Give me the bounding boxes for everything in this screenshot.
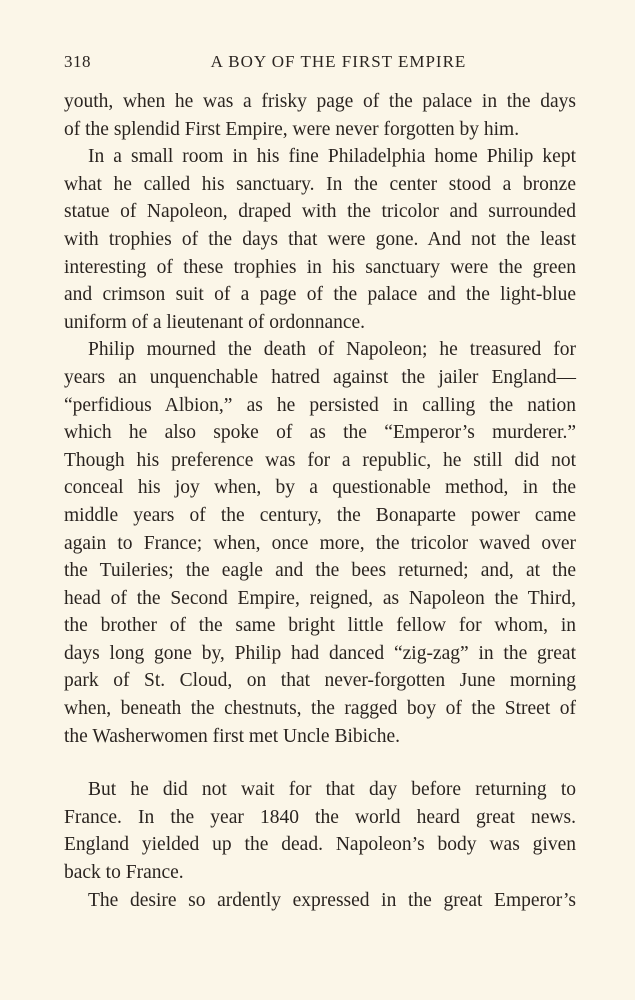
text-line: In a small room in his fine Philadelphia home Philip kept [88, 146, 576, 168]
text-line: which he also spoke of as the “Emperor’s murderer.” [64, 422, 576, 444]
page-body [64, 88, 576, 914]
text-line: England yielded up the dead. Napoleon’s body was given [64, 834, 576, 856]
text-line: Philip mourned the death of Napoleon; he treasured for [88, 339, 576, 361]
text-line: The desire so ardently expressed in the great Emperor’s [88, 889, 576, 911]
text-line: middle years of the century, the Bonaparte power came [64, 504, 576, 526]
running-header [64, 52, 573, 76]
paragraph [64, 336, 576, 750]
text-line: conceal his joy when, by a questionable method, in the [64, 477, 576, 499]
text-line: interesting of these trophies in his sanctuary were the green [64, 256, 576, 278]
text-line: back to France. [64, 862, 184, 884]
text-line: France. In the year 1840 the world heard great news. [64, 806, 576, 828]
text-line: youth, when he was a frisky page of the palace in the days [64, 91, 576, 112]
text-line: the brother of the same bright little fellow for whom, in [64, 615, 576, 637]
text-line: years an unquenchable hatred against the jailer England— [64, 366, 576, 388]
running-title: A BOY OF THE FIRST EMPIRE [210, 52, 467, 71]
text-line: statue of Napoleon, draped with the tricolor and surrounded [64, 201, 576, 223]
text-line: and crimson suit of a page of the palace and the light-blue [64, 284, 576, 306]
page-number: 318 [64, 52, 91, 71]
text-line: when, beneath the chestnuts, the ragged boy of the Street of [64, 698, 576, 720]
text-line: again to France; when, once more, the tricolor waved over [64, 532, 576, 554]
paragraph [64, 887, 576, 915]
text-line: park of St. Cloud, on that never-forgotten June morning [64, 670, 576, 692]
text-line: with trophies of the days that were gone. And not the least [64, 228, 576, 250]
paragraph [64, 776, 576, 886]
text-line: “perfidious Albion,” as he persisted in calling the nation [64, 394, 576, 416]
section-break [64, 750, 576, 776]
paragraph [64, 143, 576, 336]
paragraph [64, 88, 576, 143]
text-line: of the splendid First Empire, were never forgotten by him. [64, 118, 520, 140]
text-line: But he did not wait for that day before returning to [88, 779, 576, 801]
text-line: what he called his sanctuary. In the center stood a bronze [64, 173, 576, 195]
text-line: the Washerwomen first met Uncle Bibiche. [64, 725, 400, 747]
text-line: days long gone by, Philip had danced “zig-zag” in the great [64, 642, 576, 664]
text-line: head of the Second Empire, reigned, as Napoleon the Third, [64, 587, 576, 609]
text-line: Though his preference was for a republic, he still did not [64, 449, 576, 471]
text-line: the Tuileries; the eagle and the bees returned; and, at the [64, 560, 576, 582]
text-line: uniform of a lieutenant of ordonnance. [64, 311, 366, 333]
